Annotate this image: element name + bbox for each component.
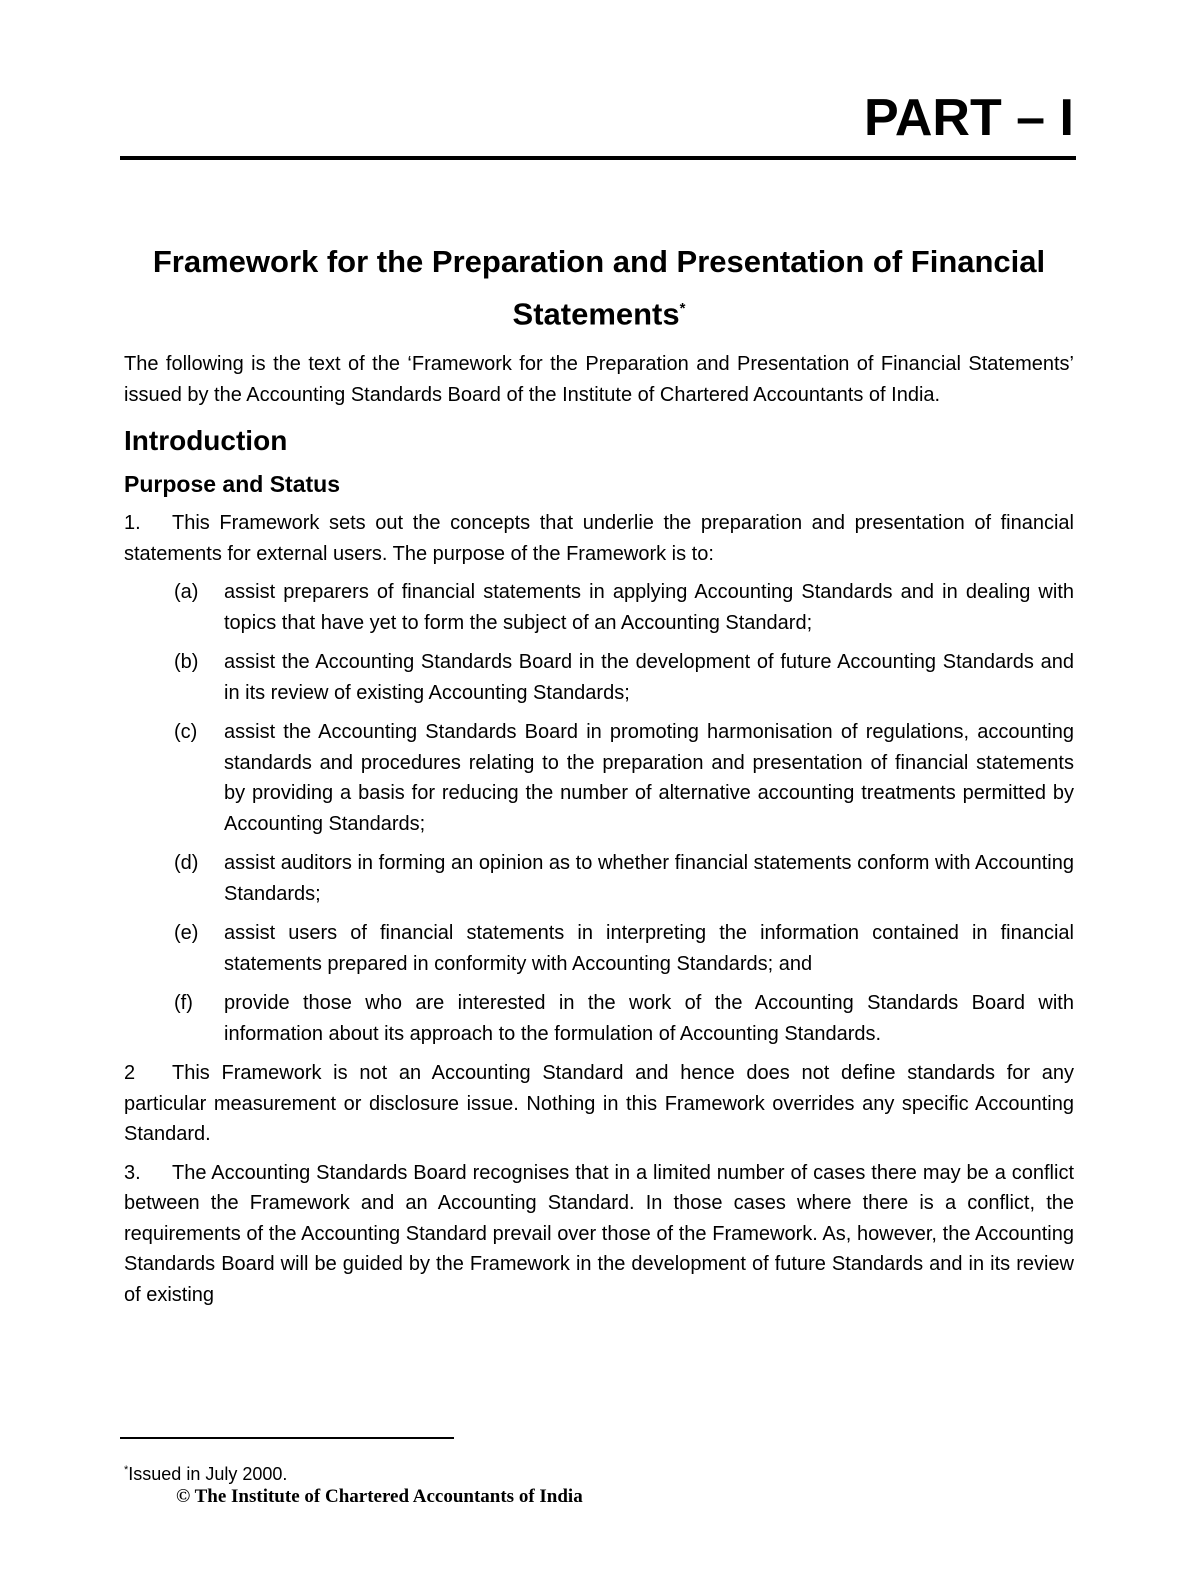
paragraph-text: The Accounting Standards Board recognises that in a limited number of cases there may be a conflict between the Framework and an Accounting Standard. In those cases where there is a conflict, the requirements of the Accounting Standard prevail over those of the Framework. As, however, the Accounting Standards Board will be guided by the Framework in the development of future Standards and in its review of existing <box>124 1161 1074 1306</box>
section-heading: Introduction <box>124 425 288 457</box>
list-item <box>174 577 1074 638</box>
paragraph-text: This Framework is not an Accounting Standard and hence does not define standards for any particular measurement or disclosure issue. Nothing in this Framework overrides any specific Accounting Standard. <box>124 1062 1074 1146</box>
footnote-mark: * <box>124 1464 129 1476</box>
list-item <box>174 717 1074 839</box>
list-item <box>174 647 1074 708</box>
subsection-heading: Purpose and Status <box>124 471 340 498</box>
list-item-label: (b) <box>174 651 199 674</box>
list-item-label: (f) <box>174 992 193 1015</box>
list-item <box>174 848 1074 909</box>
list-item-text: assist users of financial statements in interpreting the information contained in financial statements prepared in conformity with Accounting Standards; and <box>224 922 1074 975</box>
paragraph-2 <box>124 1058 1074 1150</box>
paragraph-number: 1. <box>124 512 141 535</box>
list-item-label: (e) <box>174 922 199 945</box>
footnote-rule <box>120 1437 454 1439</box>
paragraph-number: 2 <box>124 1062 136 1085</box>
page-body <box>124 238 1074 1318</box>
paragraph-number: 3. <box>124 1161 141 1184</box>
paragraph-1 <box>124 508 1074 569</box>
list-item-text: provide those who are interested in the work of the Accounting Standards Board with information about its approach to the formulation of Accounting Standards. <box>224 992 1074 1045</box>
list-item <box>174 918 1074 979</box>
list-item-text: assist the Accounting Standards Board in promoting harmonisation of regulations, accounting standards and procedures relating to the preparation and presentation of financial statements by providing a basis for reducing the number of alternative accounting treatments permitted by Accounting Standards; <box>224 721 1074 835</box>
list-item-text: assist auditors in forming an opinion as to whether financial statements conform with Accounting Standards; <box>224 852 1074 905</box>
footnote-text: Issued in July 2000. <box>128 1464 288 1484</box>
list-item-label: (d) <box>174 852 199 875</box>
list-item-text: assist the Accounting Standards Board in the development of future Accounting Standards and in its review of existing Accounting Standards; <box>224 651 1074 704</box>
list-item-label: (c) <box>174 721 198 744</box>
title-footnote-mark: * <box>679 300 686 317</box>
document-title <box>124 238 1074 337</box>
list-item <box>174 988 1074 1049</box>
list-item-text: assist preparers of financial statements in applying Accounting Standards and in dealing with topics that have yet to form the subject of an Accounting Standard; <box>224 581 1074 634</box>
document-title-text: Framework for the Preparation and Presentation of Financial Statements <box>152 244 1046 332</box>
list-item-label: (a) <box>174 581 199 604</box>
paragraph-text: This Framework sets out the concepts that underlie the preparation and presentation of financial statements for external users. The purpose of the Framework is to: <box>124 512 1074 565</box>
part-heading: PART – I <box>864 89 1074 147</box>
header-rule <box>120 156 1076 160</box>
purpose-list <box>174 577 1074 1049</box>
paragraph-3 <box>124 1158 1074 1311</box>
copyright-notice: © The Institute of Chartered Accountants of India <box>176 1486 583 1507</box>
intro-paragraph: The following is the text of the ‘Framework for the Preparation and Presentation of Financial Statements’ issued by the Accounting Standards Board of the Institute of Chartered Accountants of India. <box>124 353 1074 406</box>
footnote <box>124 1458 287 1486</box>
